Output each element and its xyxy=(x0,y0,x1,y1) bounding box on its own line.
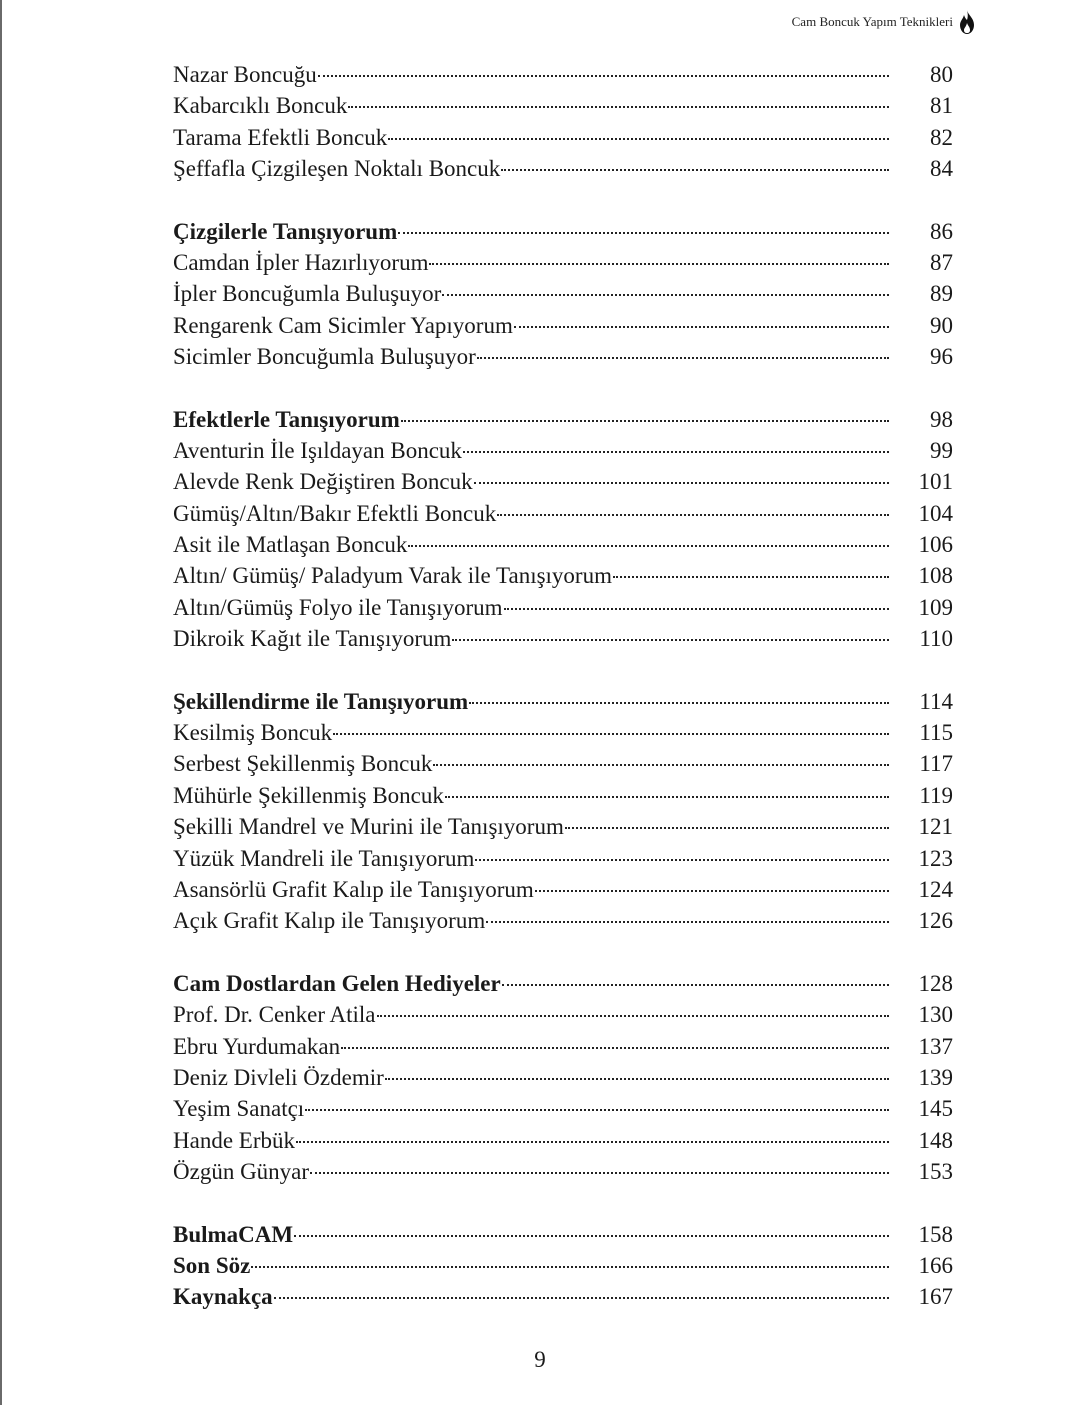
toc-entry-page: 90 xyxy=(930,312,953,338)
toc-entry-page: 119 xyxy=(919,782,953,808)
toc-entry-page: 89 xyxy=(930,281,953,307)
dot-leader xyxy=(502,984,889,986)
toc-entry-page: 121 xyxy=(918,814,953,840)
dot-leader xyxy=(442,294,889,296)
toc-entry xyxy=(173,843,953,874)
toc-entry xyxy=(173,59,953,90)
dot-leader xyxy=(296,1141,889,1143)
dot-leader xyxy=(388,138,889,140)
table-of-contents xyxy=(173,59,953,1344)
toc-section xyxy=(173,404,953,655)
toc-entry-page: 126 xyxy=(918,908,953,934)
toc-entry-title: Asansörlü Grafit Kalıp ile Tanışıyorum xyxy=(173,876,534,902)
toc-section-heading xyxy=(173,968,953,999)
toc-entry-title: Ebru Yurdumakan xyxy=(173,1033,341,1059)
dot-leader xyxy=(514,326,889,328)
toc-section-heading xyxy=(173,1281,953,1312)
toc-entry-title: Gümüş/Altın/Bakır Efektli Boncuk xyxy=(173,500,497,526)
toc-entry-title: Kaynakça xyxy=(173,1284,273,1310)
toc-entry-page: 86 xyxy=(930,218,953,244)
toc-entry xyxy=(173,278,953,309)
dot-leader xyxy=(452,639,889,641)
toc-entry-title: BulmaCAM xyxy=(173,1221,294,1247)
dot-leader xyxy=(398,232,889,234)
toc-entry-page: 87 xyxy=(930,249,953,275)
toc-entry xyxy=(173,341,953,372)
dot-leader xyxy=(445,796,889,798)
toc-entry-page: 130 xyxy=(918,1002,953,1028)
toc-entry-title: Altın/ Gümüş/ Paladyum Varak ile Tanışıyorum xyxy=(173,563,612,589)
toc-entry-page: 137 xyxy=(918,1033,953,1059)
toc-section-heading xyxy=(173,686,953,717)
dot-leader xyxy=(348,106,889,108)
flame-icon xyxy=(956,9,978,35)
dot-leader xyxy=(535,890,889,892)
dot-leader xyxy=(501,169,889,171)
toc-entry-title: Açık Grafit Kalıp ile Tanışıyorum xyxy=(173,908,486,934)
toc-entry-page: 99 xyxy=(930,437,953,463)
toc-entry-title: Çizgilerle Tanışıyorum xyxy=(173,218,398,244)
toc-entry xyxy=(173,435,953,466)
toc-entry-page: 158 xyxy=(918,1221,953,1247)
toc-entry-title: Camdan İpler Hazırlıyorum xyxy=(173,249,429,275)
toc-entry xyxy=(173,122,953,153)
toc-entry-title: Şekilli Mandrel ve Murini ile Tanışıyorum xyxy=(173,814,564,840)
page-edge-line xyxy=(0,0,2,1405)
dot-leader xyxy=(294,1235,889,1237)
toc-entry-title: Aventurin İle Işıldayan Boncuk xyxy=(173,437,462,463)
toc-entry xyxy=(173,1125,953,1156)
dot-leader xyxy=(333,733,889,735)
toc-entry-title: Efektlerle Tanışıyorum xyxy=(173,406,400,432)
toc-entry-title: Tarama Efektli Boncuk xyxy=(173,124,388,150)
toc-entry xyxy=(173,498,953,529)
toc-entry-title: Asit ile Matlaşan Boncuk xyxy=(173,532,408,558)
dot-leader xyxy=(408,545,889,547)
toc-entry-page: 80 xyxy=(930,62,953,87)
toc-entry xyxy=(173,1031,953,1062)
toc-entry-page: 101 xyxy=(918,469,953,495)
toc-entry-page: 145 xyxy=(918,1096,953,1122)
toc-entry-page: 148 xyxy=(918,1127,953,1153)
dot-leader xyxy=(341,1047,889,1049)
dot-leader xyxy=(310,1172,889,1174)
toc-entry xyxy=(173,560,953,591)
toc-entry-title: Son Söz xyxy=(173,1252,251,1278)
toc-entry-title: Mühürle Şekillenmiş Boncuk xyxy=(173,782,444,808)
toc-entry-page: 106 xyxy=(918,532,953,558)
toc-entry xyxy=(173,999,953,1030)
toc-entry xyxy=(173,811,953,842)
toc-entry-title: Kesilmiş Boncuk xyxy=(173,720,333,746)
toc-entry-title: Sicimler Boncuğumla Buluşuyor xyxy=(173,344,476,370)
toc-entry xyxy=(173,905,953,936)
toc-entry xyxy=(173,874,953,905)
toc-entry-page: 123 xyxy=(918,845,953,871)
toc-entry-title: Yüzük Mandreli ile Tanışıyorum xyxy=(173,845,475,871)
toc-entry-title: Dikroik Kağıt ile Tanışıyorum xyxy=(173,626,452,652)
toc-entry-title: Deniz Divleli Özdemir xyxy=(173,1064,384,1090)
dot-leader xyxy=(251,1266,889,1268)
toc-entry-title: Şekillendirme ile Tanışıyorum xyxy=(173,688,469,714)
toc-entry-title: Özgün Günyar xyxy=(173,1159,310,1185)
toc-entry-title: Hande Erbük xyxy=(173,1127,295,1153)
toc-entry-page: 124 xyxy=(918,876,953,902)
toc-section-heading xyxy=(173,404,953,435)
toc-entry xyxy=(173,466,953,497)
toc-entry-title: Nazar Boncuğu xyxy=(173,62,317,87)
toc-entry-title: Altın/Gümüş Folyo ile Tanışıyorum xyxy=(173,594,503,620)
toc-entry-page: 128 xyxy=(918,970,953,996)
dot-leader xyxy=(504,608,889,610)
toc-entry xyxy=(173,623,953,654)
toc-entry-page: 153 xyxy=(918,1159,953,1185)
toc-section xyxy=(173,968,953,1188)
toc-entry xyxy=(173,1156,953,1187)
toc-entry xyxy=(173,780,953,811)
toc-entry-title: Serbest Şekillenmiş Boncuk xyxy=(173,751,433,777)
toc-section xyxy=(173,216,953,373)
toc-entry-page: 166 xyxy=(918,1252,953,1278)
toc-entry-page: 139 xyxy=(918,1064,953,1090)
dot-leader xyxy=(613,576,889,578)
toc-entry-title: Rengarenk Cam Sicimler Yapıyorum xyxy=(173,312,513,338)
toc-entry-page: 84 xyxy=(930,156,953,182)
toc-entry xyxy=(173,90,953,121)
toc-entry-page: 108 xyxy=(918,563,953,589)
dot-leader xyxy=(475,859,889,861)
toc-entry-page: 98 xyxy=(930,406,953,432)
dot-leader xyxy=(305,1109,889,1111)
dot-leader xyxy=(429,263,889,265)
toc-section-heading xyxy=(173,216,953,247)
toc-entry-page: 82 xyxy=(930,124,953,150)
toc-entry-title: Prof. Dr. Cenker Atila xyxy=(173,1002,376,1028)
dot-leader xyxy=(474,482,889,484)
toc-entry-page: 96 xyxy=(930,344,953,370)
dot-leader xyxy=(433,764,889,766)
dot-leader xyxy=(401,420,889,422)
toc-entry-page: 167 xyxy=(918,1284,953,1310)
toc-entry xyxy=(173,717,953,748)
dot-leader xyxy=(497,514,889,516)
dot-leader xyxy=(565,827,889,829)
toc-entry-page: 114 xyxy=(919,688,953,714)
toc-section xyxy=(173,59,953,185)
toc-entry xyxy=(173,310,953,341)
toc-entry xyxy=(173,529,953,560)
toc-entry-title: İpler Boncuğumla Buluşuyor xyxy=(173,281,442,307)
toc-entry xyxy=(173,153,953,184)
running-header xyxy=(792,9,978,35)
toc-entry xyxy=(173,1062,953,1093)
toc-entry-title: Cam Dostlardan Gelen Hediyeler xyxy=(173,970,501,996)
dot-leader xyxy=(318,75,889,77)
dot-leader xyxy=(385,1078,889,1080)
toc-entry-title: Kabarcıklı Boncuk xyxy=(173,93,348,119)
toc-entry-title: Şeffafla Çizgileşen Noktalı Boncuk xyxy=(173,156,501,182)
toc-entry xyxy=(173,748,953,779)
toc-entry-page: 104 xyxy=(918,500,953,526)
book-title: Cam Boncuk Yapım Teknikleri xyxy=(791,14,953,29)
toc-entry-page: 81 xyxy=(930,93,953,119)
toc-entry-page: 117 xyxy=(919,751,953,777)
toc-section xyxy=(173,686,953,937)
toc-entry xyxy=(173,592,953,623)
dot-leader xyxy=(469,702,889,704)
toc-entry xyxy=(173,247,953,278)
dot-leader xyxy=(274,1297,889,1299)
toc-entry-title: Yeşim Sanatçı xyxy=(173,1096,305,1122)
page-number: 9 xyxy=(534,1347,546,1372)
toc-entry-page: 115 xyxy=(919,720,953,746)
dot-leader xyxy=(377,1015,890,1017)
dot-leader xyxy=(486,921,889,923)
toc-section-heading xyxy=(173,1250,953,1281)
dot-leader xyxy=(463,451,889,453)
toc-entry-page: 109 xyxy=(918,594,953,620)
toc-section-heading xyxy=(173,1219,953,1250)
toc-entry-title: Alevde Renk Değiştiren Boncuk xyxy=(173,469,473,495)
toc-entry xyxy=(173,1093,953,1124)
toc-section xyxy=(173,1219,953,1313)
dot-leader xyxy=(477,357,889,359)
toc-entry-page: 110 xyxy=(919,626,953,652)
